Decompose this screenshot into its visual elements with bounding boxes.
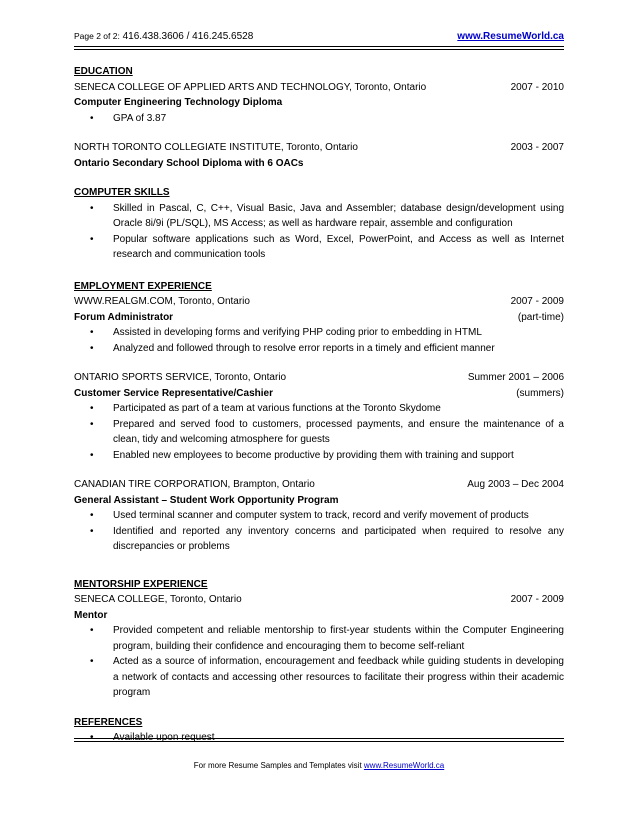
school-name: NORTH TORONTO COLLEGIATE INSTITUTE, Toronto, Ontario <box>74 142 358 153</box>
list-item: • Identified and reported any inventory concerns and participated when required to resolve any discrepancies or problems <box>90 525 564 552</box>
job-type: (summers) <box>516 387 564 399</box>
footer-text: For more Resume Samples and Templates visit <box>193 761 364 770</box>
job-bullets <box>74 325 564 356</box>
mentorship-dates: 2007 - 2009 <box>510 594 564 605</box>
header-divider-thin <box>74 49 564 50</box>
job-role <box>74 386 564 402</box>
company-name: CANADIAN TIRE CORPORATION, Brampton, Ontario <box>74 479 315 490</box>
header-website-link[interactable]: www.ResumeWorld.ca <box>457 31 564 42</box>
job-role <box>74 310 564 326</box>
list-item: • Participated as part of a team at various functions at the Toronto Skydome <box>90 403 441 414</box>
role-title: Mentor <box>74 609 108 621</box>
list-item: • Prepared and served food to customers, processed payments, and ensure the maintenance of a clean, tidy and welcoming atmosphere for guests <box>90 418 564 445</box>
job-header <box>74 370 564 386</box>
list-item: • Acted as a source of information, encouragement and feedback while guiding students in developing a network of contacts and accessing other resources to facilitate their progress within their academic program <box>90 656 564 698</box>
education-heading: EDUCATION <box>74 66 133 77</box>
page-footer <box>0 761 638 770</box>
resume-body <box>74 64 564 746</box>
employment-heading: EMPLOYMENT EXPERIENCE <box>74 280 212 292</box>
mentorship-heading: MENTORSHIP EXPERIENCE <box>74 578 208 590</box>
role-title: General Assistant – Student Work Opportunity Program <box>74 494 339 506</box>
mentorship-bullets <box>74 623 564 701</box>
education-dates: 2003 - 2007 <box>510 142 564 153</box>
list-item: • Popular software applications such as Word, Excel, PowerPoint, and Access as well as Internet research and communication tools <box>90 233 564 260</box>
skills-heading: COMPUTER SKILLS <box>74 187 170 198</box>
footer-divider <box>74 741 564 742</box>
education-dates: 2007 - 2010 <box>510 81 564 93</box>
header-divider <box>74 46 564 47</box>
job-dates: 2007 - 2009 <box>510 296 564 307</box>
credential: Computer Engineering Technology Diploma <box>74 97 283 108</box>
mentorship-header <box>74 592 564 608</box>
footer-website-link[interactable]: www.ResumeWorld.ca <box>363 761 445 770</box>
list-item: • Analyzed and followed through to resolve error reports in a timely and efficient manner <box>90 342 495 354</box>
list-item: • Available upon request <box>90 732 215 743</box>
education-bullets <box>74 111 564 127</box>
skills-bullets <box>74 201 564 263</box>
company-name: WWW.REALGM.COM, Toronto, Ontario <box>74 296 250 307</box>
role-title: Customer Service Representative/Cashier <box>74 387 273 399</box>
page-header <box>74 31 564 45</box>
job-header <box>74 294 564 310</box>
job-type: (part-time) <box>517 311 564 323</box>
job-dates: Summer 2001 – 2006 <box>467 372 564 383</box>
footer-divider-thin <box>74 738 564 739</box>
phone-numbers: 416.438.3606 / 416.245.6528 <box>122 31 254 42</box>
education-entry <box>74 140 564 156</box>
list-item: • GPA of 3.87 <box>90 112 167 124</box>
references-heading: REFERENCES <box>74 716 143 728</box>
list-item: • Skilled in Pascal, C, C++, Visual Basic, Java and Assembler; database design/development using Oracle 8i/9i (PL/SQL), MS Access; as well as hardware repair, assemble and configuration <box>90 202 564 229</box>
job-bullets <box>74 508 564 555</box>
page-number: Page 2 of 2: <box>74 31 120 41</box>
credential: Ontario Secondary School Diploma with 6 OACs <box>74 157 304 169</box>
role-title: Forum Administrator <box>74 311 174 323</box>
list-item: • Enabled new employees to become productive by providing them with training and support <box>90 449 514 461</box>
job-bullets <box>74 401 564 463</box>
education-entry <box>74 80 564 96</box>
company-name: ONTARIO SPORTS SERVICE, Toronto, Ontario <box>74 372 287 383</box>
list-item: • Used terminal scanner and computer system to track, record and verify movement of products <box>90 510 529 521</box>
list-item: • Provided competent and reliable mentorship to first-year students within the Computer Engineering program, building their confidence and encouraging them to become self-reliant <box>90 625 564 652</box>
job-dates: Aug 2003 – Dec 2004 <box>467 479 564 490</box>
list-item: • Assisted in developing forms and verifying PHP coding prior to embedding in HTML <box>90 327 482 338</box>
org-name: SENECA COLLEGE, Toronto, Ontario <box>74 594 242 605</box>
job-header <box>74 477 564 493</box>
school-name: SENECA COLLEGE OF APPLIED ARTS AND TECHNOLOGY, Toronto, Ontario <box>74 81 427 93</box>
